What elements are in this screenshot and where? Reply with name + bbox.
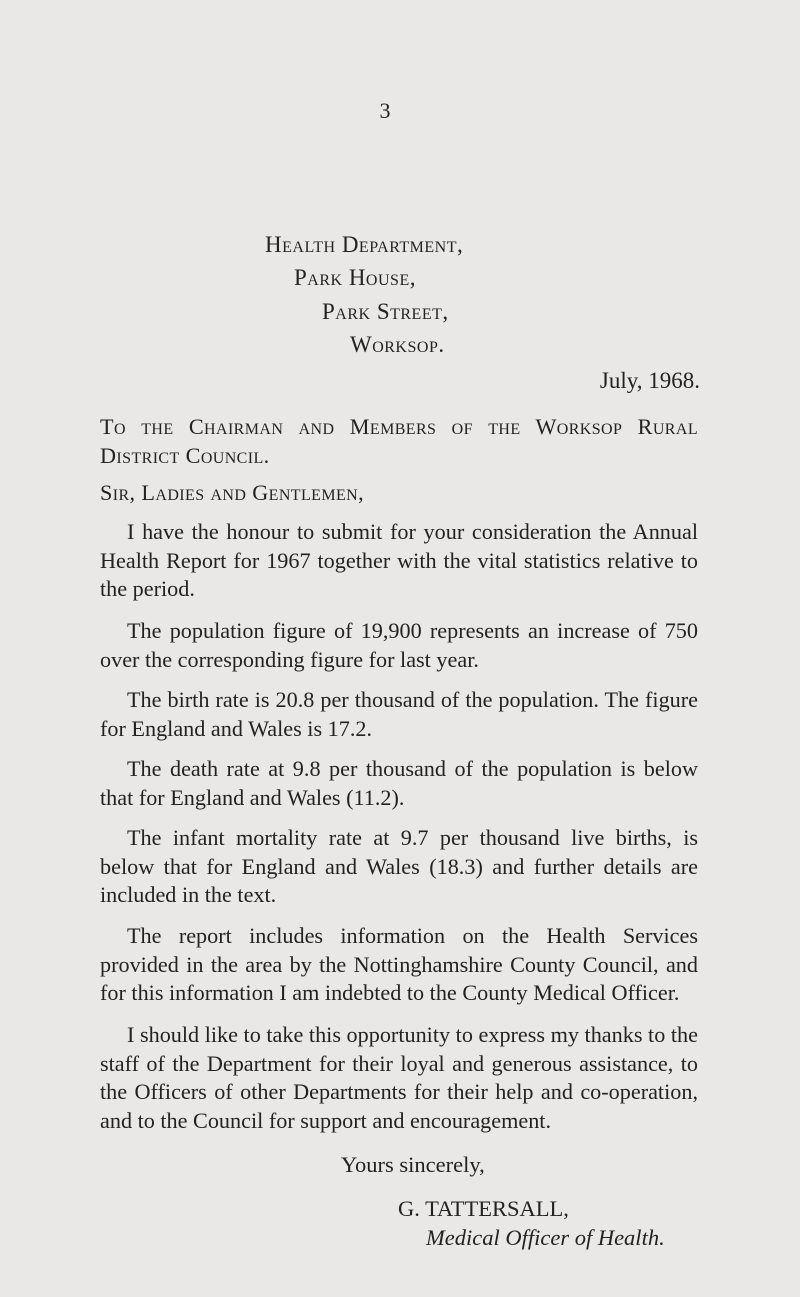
address-line-2: Park House, bbox=[294, 265, 416, 290]
paragraph-3: The birth rate is 20.8 per thousand of the population. The figure for England and Wales is 17.2. bbox=[100, 687, 698, 741]
page-number: 3 bbox=[379, 98, 391, 123]
address-line-4: Worksop. bbox=[350, 332, 445, 357]
addressee: To the Chairman and Members of the Worksop Rural District Council. bbox=[100, 414, 698, 468]
paragraph-1: I have the honour to submit for your consideration the Annual Health Report for 1967 together with the vital statistics relative to the period. bbox=[100, 519, 698, 601]
valediction: Yours sincerely, bbox=[341, 1152, 485, 1177]
signatory-name: G. TATTERSALL, bbox=[398, 1196, 569, 1221]
address-line-3: Park Street, bbox=[322, 299, 449, 324]
paragraph-2: The population figure of 19,900 represents an increase of 750 over the corresponding figure for last year. bbox=[100, 618, 698, 672]
signatory-title: Medical Officer of Health. bbox=[426, 1225, 665, 1250]
paragraph-6: The report includes information on the Health Services provided in the area by the Nottinghamshire County Council, and for this information I am indebted to the County Medical Officer. bbox=[100, 923, 698, 1005]
paragraph-5: The infant mortality rate at 9.7 per thousand live births, is below that for England and Wales (18.3) and further details are included in the text. bbox=[100, 825, 698, 907]
salutation: Sir, Ladies and Gentlemen, bbox=[100, 480, 365, 505]
paragraph-7: I should like to take this opportunity to express my thanks to the staff of the Department for their loyal and generous assistance, to the Officers of other Departments for their help and co-operation, and to the Council for support and encouragement. bbox=[100, 1022, 698, 1133]
letter-date: July, 1968. bbox=[599, 368, 700, 393]
address-line-1: Health Department, bbox=[265, 232, 464, 257]
paragraph-4: The death rate at 9.8 per thousand of the population is below that for England and Wales (11.2). bbox=[100, 756, 698, 810]
